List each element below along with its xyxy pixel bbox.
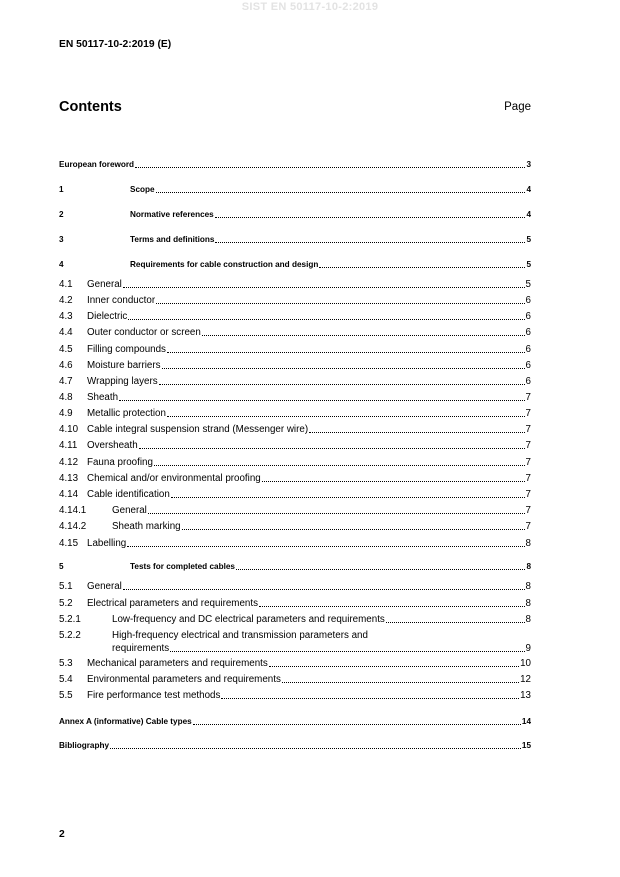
toc-entry-title: Requirements for cable construction and design	[130, 260, 319, 269]
toc-entry-number: 4.13	[59, 473, 79, 484]
toc-entry-number: 4.7	[59, 376, 73, 387]
toc-entry-page: 7	[525, 392, 531, 403]
toc-entry-title: Labelling	[87, 538, 127, 549]
toc-entry[interactable]	[59, 159, 531, 170]
dot-leader	[319, 267, 525, 268]
toc-entry-page: 6	[525, 311, 531, 322]
toc-entry[interactable]	[59, 456, 531, 469]
toc-entry[interactable]	[59, 310, 531, 323]
toc-entry-continuation[interactable]	[112, 642, 531, 655]
toc-entry-title: European foreword	[59, 160, 135, 169]
toc-entry[interactable]	[59, 716, 531, 727]
toc-entry-page: 7	[525, 457, 531, 468]
toc-entry-title: General	[112, 505, 147, 516]
toc-entry-title: Chemical and/or environmental proofing	[87, 473, 261, 484]
toc-entry-page: 7	[525, 489, 531, 500]
toc-entry-title: Fire performance test methods	[87, 690, 221, 701]
toc-entry-title: Terms and definitions	[130, 235, 215, 244]
toc-entry-number: 4.4	[59, 327, 73, 338]
watermark: SIST EN 50117-10-2:2019	[241, 1, 379, 13]
toc-entry-number: 5.4	[59, 674, 73, 685]
toc-entry-page: 6	[525, 344, 531, 355]
toc-entry[interactable]	[59, 472, 531, 485]
toc-entry-page: 9	[525, 643, 531, 654]
toc-entry-title: Filling compounds	[87, 344, 166, 355]
dot-leader	[128, 319, 524, 320]
toc-entry[interactable]	[59, 537, 531, 550]
toc-entry-title-continued: requirements	[112, 643, 170, 654]
toc-entry-page: 15	[521, 741, 531, 750]
toc-entry[interactable]	[59, 343, 531, 356]
dot-leader	[221, 698, 519, 699]
toc-entry-title: Oversheath	[87, 440, 138, 451]
dot-leader	[236, 569, 525, 570]
toc-entry-title: Wrapping layers	[87, 376, 158, 387]
dot-leader	[386, 622, 525, 623]
dot-leader	[262, 481, 525, 482]
toc-entry-title: High-frequency electrical and transmission parameters and	[112, 630, 368, 641]
toc-entry-number: 3	[59, 235, 64, 244]
toc-entry-page: 3	[526, 160, 531, 169]
toc-entry-title: Moisture barriers	[87, 360, 161, 371]
toc-entry-title: Normative references	[130, 210, 214, 219]
toc-entry-title: Scope	[130, 185, 155, 194]
dot-leader	[156, 192, 526, 193]
toc-entry-number: 4	[59, 260, 64, 269]
dot-leader	[154, 465, 525, 466]
toc-entry[interactable]	[59, 613, 531, 626]
toc-entry-number: 5.3	[59, 658, 73, 669]
dot-leader	[119, 400, 524, 401]
toc-entry-number: 5	[59, 562, 64, 571]
toc-entry-title: Cable integral suspension strand (Messenger wire)	[87, 424, 309, 435]
toc-entry[interactable]	[59, 657, 531, 670]
dot-leader	[170, 651, 524, 652]
toc-entry-title: Outer conductor or screen	[87, 327, 201, 338]
toc-entry-number: 5.1	[59, 581, 73, 592]
dot-leader	[123, 287, 525, 288]
dot-leader	[171, 497, 525, 498]
toc-entry-page: 6	[525, 376, 531, 387]
toc-entry-number: 4.6	[59, 360, 73, 371]
toc-entry-page: 6	[525, 360, 531, 371]
toc-entry[interactable]	[59, 359, 531, 372]
toc-entry-title: Annex A (informative) Cable types	[59, 717, 192, 726]
toc-entry[interactable]	[59, 740, 531, 751]
document-id: EN 50117-10-2:2019 (E)	[59, 39, 172, 50]
toc-entry-number: 4.3	[59, 311, 73, 322]
toc-entry-title: Sheath marking	[112, 521, 181, 532]
toc-entry-title: General	[87, 581, 122, 592]
toc-entry-page: 5	[525, 279, 531, 290]
toc-entry-page: 7	[525, 521, 531, 532]
toc-entry-title: Environmental parameters and requirements	[87, 674, 281, 685]
toc-entry-title: Inner conductor	[87, 295, 156, 306]
toc-entry-title: Electrical parameters and requirements	[87, 598, 258, 609]
toc-entry-number: 4.12	[59, 457, 79, 468]
toc-entry[interactable]	[59, 209, 531, 220]
toc-entry-number: 4.2	[59, 295, 73, 306]
dot-leader	[167, 352, 525, 353]
toc-entry-page: 7	[525, 473, 531, 484]
dot-leader	[282, 682, 519, 683]
dot-leader	[193, 724, 521, 725]
toc-entry-number: 5.2.1	[59, 614, 81, 625]
toc-entry-page: 4	[526, 185, 531, 194]
toc-entry-page: 5	[526, 260, 531, 269]
dot-leader	[309, 432, 524, 433]
toc-entry-title: Dielectric	[87, 311, 128, 322]
toc-entry-number: 4.1	[59, 279, 73, 290]
toc-entry-number: 4.14	[59, 489, 79, 500]
toc-entry[interactable]	[59, 375, 531, 388]
toc-entry[interactable]	[59, 439, 531, 452]
toc-entry[interactable]	[59, 673, 531, 686]
toc-entry-number: 4.15	[59, 538, 79, 549]
toc-entry-number: 1	[59, 185, 64, 194]
toc-entry-number: 5.2.2	[59, 630, 81, 641]
toc-entry-title: Mechanical parameters and requirements	[87, 658, 268, 669]
toc-entry[interactable]	[59, 407, 531, 420]
toc-entry-page: 8	[525, 598, 531, 609]
toc-entry[interactable]	[59, 184, 531, 195]
dot-leader	[139, 448, 525, 449]
dot-leader	[167, 416, 525, 417]
toc-entry-title: Sheath	[87, 392, 119, 403]
toc-entry[interactable]	[59, 259, 531, 270]
toc-entry[interactable]	[59, 278, 531, 291]
toc-entry-title: General	[87, 279, 122, 290]
toc-entry[interactable]	[59, 488, 531, 501]
toc-entry-page: 7	[525, 505, 531, 516]
toc-entry-page: 8	[525, 614, 531, 625]
dot-leader	[127, 546, 524, 547]
toc-entry[interactable]	[59, 391, 531, 404]
toc-entry-title: Cable identification	[87, 489, 170, 500]
toc-entry[interactable]	[59, 504, 531, 517]
dot-leader	[215, 242, 525, 243]
dot-leader	[148, 513, 525, 514]
dot-leader	[110, 748, 521, 749]
toc-entry-number: 4.10	[59, 424, 79, 435]
dot-leader	[269, 666, 519, 667]
toc-entry[interactable]	[59, 423, 531, 436]
toc-entry[interactable]	[59, 689, 531, 702]
page-number: 2	[59, 829, 65, 840]
toc-entry-number: 4.11	[59, 440, 78, 451]
toc-entry[interactable]	[59, 326, 531, 339]
toc-entry-number: 5.2	[59, 598, 73, 609]
toc-entry-title: Tests for completed cables	[130, 562, 235, 571]
toc-entry-title: Bibliography	[59, 741, 110, 750]
dot-leader	[202, 335, 525, 336]
toc-entry-page: 4	[526, 210, 531, 219]
toc-entry-page: 6	[525, 295, 531, 306]
toc-entry-number: 4.14.2	[59, 521, 87, 532]
toc-entry-page: 10	[520, 658, 531, 669]
dot-leader	[259, 606, 525, 607]
toc-entry-number: 4.8	[59, 392, 73, 403]
toc-entry-page: 8	[525, 581, 531, 592]
dot-leader	[159, 384, 525, 385]
dot-leader	[215, 217, 526, 218]
toc-entry-page: 7	[525, 408, 531, 419]
page-column-label: Page	[504, 101, 531, 113]
dot-leader	[135, 167, 525, 168]
toc-entry[interactable]	[59, 520, 531, 533]
toc-entry-page: 13	[520, 690, 531, 701]
page-title: Contents	[59, 99, 122, 115]
toc-entry[interactable]	[59, 294, 531, 307]
toc-entry-page: 6	[525, 327, 531, 338]
toc-entry[interactable]	[59, 629, 531, 642]
toc-entry-page: 8	[526, 562, 531, 571]
toc-entry-title: Low-frequency and DC electrical parameters and requirements	[112, 614, 385, 625]
toc-entry[interactable]	[59, 561, 531, 572]
toc-entry-page: 5	[526, 235, 531, 244]
toc-entry-title: Metallic protection	[87, 408, 166, 419]
toc-entry-number: 5.5	[59, 690, 73, 701]
toc-entry-page: 7	[525, 424, 531, 435]
toc-entry-number: 2	[59, 210, 64, 219]
toc-entry[interactable]	[59, 234, 531, 245]
toc-entry-page: 14	[521, 717, 531, 726]
dot-leader	[182, 529, 525, 530]
toc-entry-number: 4.14.1	[59, 505, 87, 516]
toc-entry-number: 4.9	[59, 408, 73, 419]
dot-leader	[123, 589, 525, 590]
dot-leader	[156, 303, 524, 304]
toc-entry[interactable]	[59, 597, 531, 610]
toc-entry-number: 4.5	[59, 344, 73, 355]
toc-entry-page: 8	[525, 538, 531, 549]
toc-entry-title: Fauna proofing	[87, 457, 153, 468]
toc-entry-page: 12	[520, 674, 531, 685]
toc-entry[interactable]	[59, 580, 531, 593]
toc-entry-page: 7	[525, 440, 531, 451]
dot-leader	[162, 368, 525, 369]
